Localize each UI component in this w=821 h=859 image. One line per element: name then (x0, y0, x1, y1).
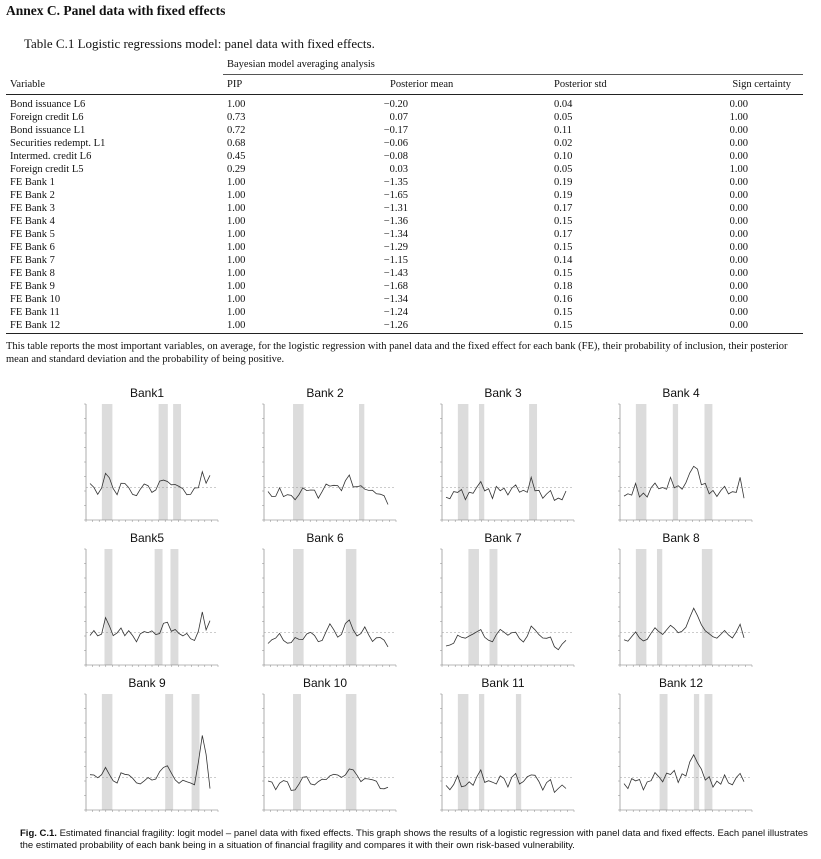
table-cell: 0.04 (554, 99, 573, 110)
table-cell: 1.00 (227, 320, 246, 331)
table-cell: 0.73 (227, 112, 246, 123)
table-cell: 0.00 (729, 151, 748, 162)
bank-panel (72, 380, 222, 525)
bank-panel-title: Bank 2 (306, 386, 344, 400)
table-cell: Bond issuance L6 (10, 99, 86, 110)
fragility-shade (346, 549, 357, 665)
table-cell: 0.00 (729, 138, 748, 149)
table-cell: FE Bank 2 (10, 190, 55, 201)
bank-panel-plot (72, 380, 222, 525)
table-cell: 0.18 (554, 281, 573, 292)
table-row (6, 163, 803, 176)
table-cell: 1.00 (227, 203, 246, 214)
fragility-shade (293, 549, 304, 665)
figure-caption-label: Fig. C.1. (20, 828, 57, 839)
fragility-shade (694, 694, 699, 810)
table-cell: 0.00 (729, 216, 748, 227)
table-cell: 0.05 (554, 112, 573, 123)
fragility-shade (102, 404, 113, 520)
table-cell: FE Bank 4 (10, 216, 55, 227)
table-cell: 0.00 (729, 294, 748, 305)
bank-panel-plot (606, 380, 756, 525)
table-cell: 0.02 (554, 138, 573, 149)
fragility-shade (636, 404, 647, 520)
bank-panel-plot (250, 670, 400, 815)
fragility-shade (458, 694, 469, 810)
table-cell: 1.00 (227, 268, 246, 279)
table-cell: −1.43 (383, 268, 408, 279)
table-cell: FE Bank 11 (10, 307, 60, 318)
regression-table (6, 56, 803, 334)
fragility-shade (458, 404, 469, 520)
table-cell: 0.17 (554, 203, 573, 214)
fragility-shade (468, 549, 479, 665)
bma-group-header: Bayesian model averaging analysis (227, 59, 375, 70)
fragility-shade (673, 404, 678, 520)
table-cell: −1.29 (383, 242, 408, 253)
bank-panel (428, 380, 578, 525)
fragility-shade (293, 694, 301, 810)
table-cell: −1.68 (383, 281, 408, 292)
bank-panel (606, 380, 756, 525)
table-cell: FE Bank 9 (10, 281, 55, 292)
col-header-pip: PIP (227, 79, 243, 90)
table-cell: 0.15 (554, 307, 573, 318)
table-cell: FE Bank 6 (10, 242, 55, 253)
table-row (6, 111, 803, 124)
bank-panel-plot (606, 670, 756, 815)
table-cell: 1.00 (729, 164, 748, 175)
table-cell: 0.15 (554, 320, 573, 331)
table-cell: 1.00 (227, 255, 246, 266)
table-cell: 0.00 (729, 229, 748, 240)
fragility-shade (636, 549, 647, 665)
table-cell: 0.19 (554, 190, 573, 201)
bank-panel-title: Bank 12 (658, 676, 704, 690)
bank-panel (428, 670, 578, 815)
bank-panel-plot (428, 670, 578, 815)
bank-panel-title: Bank 3 (484, 386, 522, 400)
table-cell: FE Bank 7 (10, 255, 55, 266)
table-cell: 0.10 (554, 151, 573, 162)
fragility-shade (657, 549, 662, 665)
panel-axes (620, 694, 752, 810)
col-header-posterior-std: Posterior std (554, 79, 607, 90)
table-cell: 0.00 (729, 203, 748, 214)
table-body (6, 95, 803, 334)
panel-axes (264, 694, 396, 810)
table-row (6, 124, 803, 137)
table-cell: Bond issuance L1 (10, 125, 86, 136)
annex-title: Annex C. Panel data with fixed effects (6, 3, 226, 18)
bank-panel (250, 380, 400, 525)
table-cell: −1.26 (383, 320, 408, 331)
table-cell: 1.00 (227, 190, 246, 201)
figure-panels (0, 380, 821, 820)
col-header-variable: Variable (10, 78, 45, 90)
table-cell: FE Bank 12 (10, 320, 61, 331)
fragility-shade (346, 694, 357, 810)
fragility-shade (529, 404, 537, 520)
bank-panel-title: Bank1 (129, 386, 165, 400)
bank-panel (250, 525, 400, 670)
probability-line (268, 620, 388, 647)
fragility-shade (192, 694, 200, 810)
table-cell: FE Bank 8 (10, 268, 55, 279)
fragility-shade (660, 694, 668, 810)
table-cell: FE Bank 10 (10, 294, 61, 305)
bank-panel-title: Bank 6 (306, 531, 344, 545)
table-row (6, 319, 803, 334)
table-cell: 0.07 (389, 112, 408, 123)
table-cell: FE Bank 5 (10, 229, 55, 240)
col-header-posterior-mean: Posterior mean (390, 79, 454, 90)
fragility-shade (359, 404, 364, 520)
fragility-shade (704, 694, 712, 810)
table-cell: 1.00 (227, 242, 246, 253)
probability-line (446, 626, 566, 650)
table-row (6, 267, 803, 280)
table-cell: 0.00 (729, 320, 748, 331)
fragility-shade (155, 549, 163, 665)
table-cell: 0.00 (729, 255, 748, 266)
table-cell: 0.45 (227, 151, 246, 162)
fragility-shade (702, 549, 713, 665)
table-row (6, 215, 803, 228)
fragility-shade (104, 549, 112, 665)
table-cell: 0.00 (729, 99, 748, 110)
probability-line (268, 475, 388, 505)
probability-line (624, 755, 744, 790)
fragility-shade (165, 694, 173, 810)
table-cell: Securities redempt. L1 (10, 138, 106, 149)
fragility-shade (159, 404, 168, 520)
bank-panel (72, 525, 222, 670)
table-cell: −0.06 (383, 138, 408, 149)
table-cell: −1.31 (383, 203, 408, 214)
bank-panel-title: Bank 9 (128, 676, 166, 690)
panel-axes (264, 404, 396, 520)
table-row (6, 306, 803, 319)
table-row (6, 202, 803, 215)
table-row (6, 189, 803, 202)
bank-panel-title: Bank 8 (662, 531, 700, 545)
table-note: This table reports the most important variables, on average, for the logistic regression with panel data and the fixed effect for each bank (FE), their probability of inclusion, their posterior mean and standard deviation and the probability of being positive. (6, 341, 788, 365)
bank-panel (606, 670, 756, 815)
bank-panel-title: Bank 11 (481, 676, 525, 690)
table-row (6, 254, 803, 267)
table-cell: −1.36 (383, 216, 408, 227)
table-cell: Foreign credit L6 (10, 112, 84, 123)
table-cell: 1.00 (729, 112, 748, 123)
table-cell: 0.00 (729, 281, 748, 292)
fragility-shade (170, 549, 178, 665)
bank-panel-title: Bank 4 (662, 386, 700, 400)
table-cell: 1.00 (227, 281, 246, 292)
table-cell: −0.08 (383, 151, 408, 162)
bank-panel (250, 670, 400, 815)
fragility-shade (479, 694, 484, 810)
table-cell: −0.17 (383, 125, 408, 136)
table-cell: 0.19 (554, 177, 573, 188)
bank-panel-plot (72, 525, 222, 670)
bank-panel (428, 525, 578, 670)
table-cell: 0.29 (227, 164, 246, 175)
table-cell: 1.00 (227, 229, 246, 240)
bank-panel (72, 670, 222, 815)
figure-caption-text: Estimated financial fragility: logit model – panel data with fixed effects. This graph shows the results of a logistic regression with panel data and fixed effects. Each panel illustrates the estimated probability of each bank being in a situation of financial fragility and compares it with their own risk-based vulnerability. (20, 828, 808, 851)
table-cell: 0.15 (554, 216, 573, 227)
fragility-shade (490, 549, 498, 665)
bank-panel-title: Bank 10 (302, 676, 348, 690)
bank-panel-plot (606, 525, 756, 670)
table-cell: 0.16 (554, 294, 573, 305)
probability-line (268, 769, 388, 790)
col-header-sign-certainty: Sign certainty (732, 79, 791, 90)
table-cell: 0.14 (554, 255, 573, 266)
table-row (6, 176, 803, 189)
table-cell: −1.34 (383, 229, 408, 240)
table-row (6, 228, 803, 241)
table-cell: FE Bank 3 (10, 203, 55, 214)
panel-axes (442, 549, 574, 665)
table-cell: 0.11 (554, 125, 572, 136)
table-cell: 1.00 (227, 307, 246, 318)
table-cell: 1.00 (227, 177, 246, 188)
table-caption: Table C.1 Logistic regressions model: panel data with fixed effects. (24, 36, 375, 51)
table-cell: 0.00 (729, 125, 748, 136)
table-cell: 1.00 (227, 99, 246, 110)
table-cell: Foreign credit L5 (10, 164, 84, 175)
table-cell: −1.15 (383, 255, 408, 266)
table-row (6, 241, 803, 254)
table-cell: −1.24 (383, 307, 408, 318)
table-row (6, 95, 803, 112)
table-cell: 0.00 (729, 190, 748, 201)
table-cell: 0.00 (729, 307, 748, 318)
table-cell: −1.65 (383, 190, 408, 201)
table-cell: FE Bank 1 (10, 177, 55, 188)
table-cell: 0.15 (554, 242, 573, 253)
table-cell: 0.15 (554, 268, 573, 279)
fragility-shade (516, 694, 521, 810)
fragility-shade (102, 694, 113, 810)
bank-panel (606, 525, 756, 670)
bank-panel-title: Bank5 (129, 531, 165, 545)
fragility-shade (704, 404, 712, 520)
table-cell: −1.34 (383, 294, 408, 305)
bank-panel-plot (250, 525, 400, 670)
bank-panel-plot (72, 670, 222, 815)
bank-panel-plot (428, 380, 578, 525)
table-row (6, 150, 803, 163)
table-cell: 0.00 (729, 268, 748, 279)
table-row (6, 137, 803, 150)
table-cell: 0.72 (227, 125, 246, 136)
table-cell: 0.17 (554, 229, 573, 240)
table-cell: 1.00 (227, 294, 246, 305)
table-row (6, 280, 803, 293)
table-cell: −0.20 (383, 99, 408, 110)
fragility-shade (479, 404, 484, 520)
table-cell: 0.68 (227, 138, 246, 149)
fragility-shade (293, 404, 304, 520)
figure-caption (20, 828, 820, 852)
bank-panel-title: Bank 7 (484, 531, 522, 545)
table-cell: 0.00 (729, 242, 748, 253)
table-cell: 0.03 (389, 164, 408, 175)
table-cell: −1.35 (383, 177, 408, 188)
table-cell: 0.05 (554, 164, 573, 175)
panel-axes (264, 549, 396, 665)
bank-panel-plot (428, 525, 578, 670)
table-cell: Intermed. credit L6 (10, 151, 92, 162)
table-cell: 0.00 (729, 177, 748, 188)
fragility-shade (173, 404, 181, 520)
table-row (6, 293, 803, 306)
table-cell: 1.00 (227, 216, 246, 227)
bank-panel-plot (250, 380, 400, 525)
